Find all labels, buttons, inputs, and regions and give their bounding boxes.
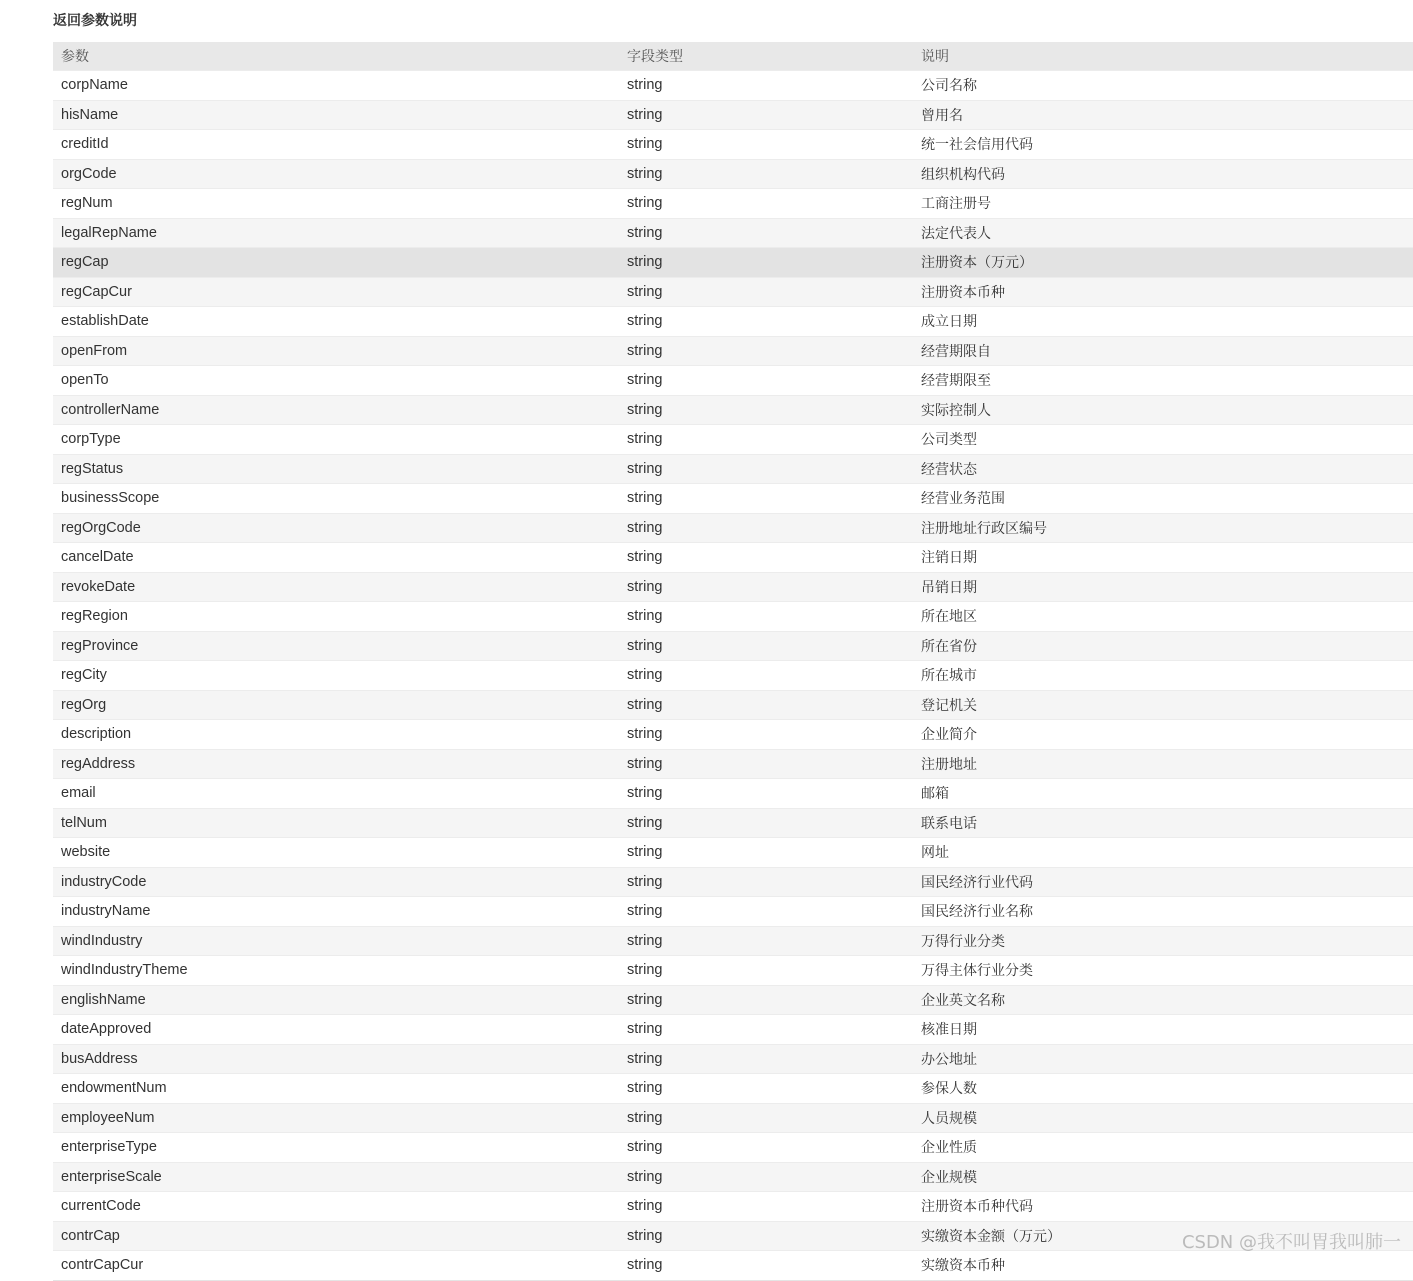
param-name-cell: website xyxy=(53,838,619,868)
table-row xyxy=(53,1133,1413,1163)
table-row xyxy=(53,484,1413,514)
description-cell: 工商注册号 xyxy=(913,189,1413,219)
field-type-cell: string xyxy=(619,1074,913,1104)
description-cell: 实际控制人 xyxy=(913,395,1413,425)
field-type-cell: string xyxy=(619,779,913,809)
table-row xyxy=(53,572,1413,602)
table-row xyxy=(53,130,1413,160)
description-cell: 办公地址 xyxy=(913,1044,1413,1074)
param-name-cell: controllerName xyxy=(53,395,619,425)
table-row xyxy=(53,956,1413,986)
header-description: 说明 xyxy=(913,42,1413,71)
table-row xyxy=(53,808,1413,838)
description-cell: 万得主体行业分类 xyxy=(913,956,1413,986)
section-title: 返回参数说明 xyxy=(53,13,137,29)
field-type-cell: string xyxy=(619,926,913,956)
param-name-cell: revokeDate xyxy=(53,572,619,602)
description-cell: 国民经济行业代码 xyxy=(913,867,1413,897)
description-cell: 实缴资本币种 xyxy=(913,1251,1413,1281)
description-cell: 法定代表人 xyxy=(913,218,1413,248)
field-type-cell: string xyxy=(619,690,913,720)
table-row xyxy=(53,543,1413,573)
field-type-cell: string xyxy=(619,100,913,130)
param-name-cell: cancelDate xyxy=(53,543,619,573)
param-name-cell: legalRepName xyxy=(53,218,619,248)
description-cell: 企业英文名称 xyxy=(913,985,1413,1015)
field-type-cell: string xyxy=(619,130,913,160)
param-name-cell: description xyxy=(53,720,619,750)
description-cell: 注销日期 xyxy=(913,543,1413,573)
field-type-cell: string xyxy=(619,1221,913,1251)
table-header xyxy=(53,42,1413,71)
description-cell: 经营期限至 xyxy=(913,366,1413,396)
field-type-cell: string xyxy=(619,71,913,101)
table-row xyxy=(53,749,1413,779)
field-type-cell: string xyxy=(619,425,913,455)
param-name-cell: contrCap xyxy=(53,1221,619,1251)
param-name-cell: regCapCur xyxy=(53,277,619,307)
description-cell: 吊销日期 xyxy=(913,572,1413,602)
field-type-cell: string xyxy=(619,1103,913,1133)
description-cell: 所在地区 xyxy=(913,602,1413,632)
field-type-cell: string xyxy=(619,1015,913,1045)
field-type-cell: string xyxy=(619,897,913,927)
field-type-cell: string xyxy=(619,159,913,189)
description-cell: 企业性质 xyxy=(913,1133,1413,1163)
table-row xyxy=(53,1192,1413,1222)
table-row xyxy=(53,838,1413,868)
field-type-cell: string xyxy=(619,1251,913,1281)
param-name-cell: regProvince xyxy=(53,631,619,661)
table-row xyxy=(53,513,1413,543)
param-name-cell: enterpriseType xyxy=(53,1133,619,1163)
field-type-cell: string xyxy=(619,1192,913,1222)
field-type-cell: string xyxy=(619,336,913,366)
param-name-cell: regCity xyxy=(53,661,619,691)
description-cell: 成立日期 xyxy=(913,307,1413,337)
param-name-cell: regRegion xyxy=(53,602,619,632)
header-field-type: 字段类型 xyxy=(619,42,913,71)
field-type-cell: string xyxy=(619,543,913,573)
field-type-cell: string xyxy=(619,661,913,691)
table-row xyxy=(53,779,1413,809)
table-row xyxy=(53,631,1413,661)
table-row xyxy=(53,926,1413,956)
table-row xyxy=(53,248,1413,278)
param-name-cell: currentCode xyxy=(53,1192,619,1222)
description-cell: 经营状态 xyxy=(913,454,1413,484)
param-name-cell: telNum xyxy=(53,808,619,838)
param-name-cell: enterpriseScale xyxy=(53,1162,619,1192)
field-type-cell: string xyxy=(619,1044,913,1074)
csdn-watermark: CSDN @我不叫胃我叫肺一 xyxy=(1181,1232,1401,1253)
description-cell: 邮箱 xyxy=(913,779,1413,809)
table-row xyxy=(53,720,1413,750)
description-cell: 所在省份 xyxy=(913,631,1413,661)
description-cell: 万得行业分类 xyxy=(913,926,1413,956)
table-row xyxy=(53,1074,1413,1104)
field-type-cell: string xyxy=(619,366,913,396)
description-cell: 国民经济行业名称 xyxy=(913,897,1413,927)
param-name-cell: industryName xyxy=(53,897,619,927)
param-name-cell: openTo xyxy=(53,366,619,396)
field-type-cell: string xyxy=(619,956,913,986)
table-body xyxy=(53,71,1413,1281)
field-type-cell: string xyxy=(619,749,913,779)
description-cell: 注册地址 xyxy=(913,749,1413,779)
description-cell: 企业规模 xyxy=(913,1162,1413,1192)
table-row xyxy=(53,366,1413,396)
param-name-cell: windIndustry xyxy=(53,926,619,956)
description-cell: 统一社会信用代码 xyxy=(913,130,1413,160)
param-name-cell: orgCode xyxy=(53,159,619,189)
description-cell: 实缴资本金额（万元） xyxy=(913,1221,1413,1251)
table-row xyxy=(53,277,1413,307)
param-name-cell: regStatus xyxy=(53,454,619,484)
description-cell: 注册资本币种代码 xyxy=(913,1192,1413,1222)
field-type-cell: string xyxy=(619,395,913,425)
field-type-cell: string xyxy=(619,1162,913,1192)
param-name-cell: englishName xyxy=(53,985,619,1015)
param-name-cell: corpName xyxy=(53,71,619,101)
field-type-cell: string xyxy=(619,985,913,1015)
param-name-cell: email xyxy=(53,779,619,809)
param-name-cell: regNum xyxy=(53,189,619,219)
field-type-cell: string xyxy=(619,720,913,750)
table-row xyxy=(53,189,1413,219)
field-type-cell: string xyxy=(619,867,913,897)
table-row xyxy=(53,71,1413,101)
table-row xyxy=(53,985,1413,1015)
param-name-cell: regCap xyxy=(53,248,619,278)
param-name-cell: industryCode xyxy=(53,867,619,897)
description-cell: 核准日期 xyxy=(913,1015,1413,1045)
param-name-cell: dateApproved xyxy=(53,1015,619,1045)
table-row xyxy=(53,336,1413,366)
description-cell: 企业简介 xyxy=(913,720,1413,750)
table-row xyxy=(53,1162,1413,1192)
field-type-cell: string xyxy=(619,189,913,219)
field-type-cell: string xyxy=(619,572,913,602)
param-name-cell: creditId xyxy=(53,130,619,160)
param-name-cell: hisName xyxy=(53,100,619,130)
description-cell: 人员规模 xyxy=(913,1103,1413,1133)
field-type-cell: string xyxy=(619,277,913,307)
param-name-cell: openFrom xyxy=(53,336,619,366)
return-params-table xyxy=(53,42,1413,1281)
field-type-cell: string xyxy=(619,513,913,543)
description-cell: 经营业务范围 xyxy=(913,484,1413,514)
field-type-cell: string xyxy=(619,248,913,278)
table-row xyxy=(53,897,1413,927)
table-row xyxy=(53,1103,1413,1133)
table-row xyxy=(53,867,1413,897)
description-cell: 组织机构代码 xyxy=(913,159,1413,189)
description-cell: 注册资本币种 xyxy=(913,277,1413,307)
param-name-cell: corpType xyxy=(53,425,619,455)
param-name-cell: regOrg xyxy=(53,690,619,720)
param-name-cell: busAddress xyxy=(53,1044,619,1074)
field-type-cell: string xyxy=(619,1133,913,1163)
description-cell: 联系电话 xyxy=(913,808,1413,838)
table-row xyxy=(53,1044,1413,1074)
field-type-cell: string xyxy=(619,838,913,868)
param-name-cell: establishDate xyxy=(53,307,619,337)
field-type-cell: string xyxy=(619,602,913,632)
param-name-cell: endowmentNum xyxy=(53,1074,619,1104)
description-cell: 注册资本（万元） xyxy=(913,248,1413,278)
param-name-cell: contrCapCur xyxy=(53,1251,619,1281)
param-name-cell: regAddress xyxy=(53,749,619,779)
description-cell: 公司类型 xyxy=(913,425,1413,455)
description-cell: 登记机关 xyxy=(913,690,1413,720)
table-row xyxy=(53,690,1413,720)
field-type-cell: string xyxy=(619,484,913,514)
table-row xyxy=(53,218,1413,248)
table-row xyxy=(53,395,1413,425)
description-cell: 经营期限自 xyxy=(913,336,1413,366)
description-cell: 网址 xyxy=(913,838,1413,868)
description-cell: 注册地址行政区编号 xyxy=(913,513,1413,543)
header-row xyxy=(53,42,1413,71)
table-row xyxy=(53,454,1413,484)
table-row xyxy=(53,1015,1413,1045)
table-row xyxy=(53,100,1413,130)
description-cell: 所在城市 xyxy=(913,661,1413,691)
table-row xyxy=(53,661,1413,691)
field-type-cell: string xyxy=(619,307,913,337)
param-name-cell: businessScope xyxy=(53,484,619,514)
table-row xyxy=(53,602,1413,632)
description-cell: 曾用名 xyxy=(913,100,1413,130)
description-cell: 参保人数 xyxy=(913,1074,1413,1104)
param-name-cell: employeeNum xyxy=(53,1103,619,1133)
field-type-cell: string xyxy=(619,808,913,838)
header-param: 参数 xyxy=(53,42,619,71)
table-row xyxy=(53,425,1413,455)
table-row xyxy=(53,1251,1413,1281)
description-cell: 公司名称 xyxy=(913,71,1413,101)
param-name-cell: regOrgCode xyxy=(53,513,619,543)
table-row xyxy=(53,307,1413,337)
field-type-cell: string xyxy=(619,631,913,661)
param-name-cell: windIndustryTheme xyxy=(53,956,619,986)
field-type-cell: string xyxy=(619,454,913,484)
field-type-cell: string xyxy=(619,218,913,248)
table-row xyxy=(53,159,1413,189)
